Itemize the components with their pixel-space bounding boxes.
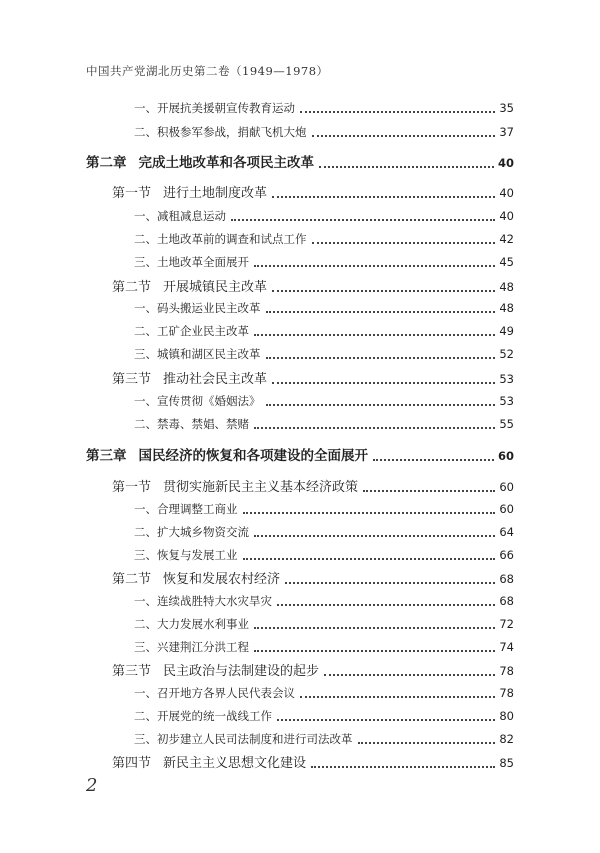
toc-entry-number: 第二节: [112, 280, 152, 295]
toc-item-row[interactable]: [134, 127, 514, 139]
dot-leader: [254, 264, 495, 267]
toc-entry-label: 三、初步建立人民司法制度和进行司法改革: [134, 732, 353, 746]
toc-entry-title: [134, 642, 249, 654]
toc-entry-label: 进行土地制度改革: [163, 186, 268, 201]
toc-item-row[interactable]: [134, 734, 514, 746]
dot-leader: [285, 581, 495, 584]
toc-entry-number: 第一节: [112, 480, 152, 495]
dot-leader: [243, 557, 496, 560]
toc-entry-title: [134, 326, 249, 338]
toc-item-row[interactable]: [134, 527, 514, 539]
toc-page-number: 78: [499, 664, 514, 678]
toc-entry-title: [134, 688, 295, 700]
toc-entry-label: 一、开展抗美援朝宣传教育运动: [134, 101, 295, 115]
toc-page-number: 45: [499, 255, 514, 269]
dot-leader: [254, 626, 495, 629]
toc-entry-label: 一、减租减息运动: [134, 209, 226, 223]
dot-leader: [373, 458, 494, 461]
toc-section-row[interactable]: [112, 573, 514, 586]
toc-entry-title: [112, 665, 319, 678]
toc-page-number: 64: [499, 525, 514, 539]
toc-page-number: 42: [499, 232, 514, 246]
toc-entry-title: [134, 234, 307, 246]
toc-entry-label: 恢复和发展农村经济: [163, 572, 281, 587]
toc-entry-label: 国民经济的恢复和各项建设的全面展开: [138, 448, 368, 464]
toc-item-row[interactable]: [134, 103, 514, 115]
toc-entry-title: [134, 211, 226, 223]
dot-leader: [300, 110, 495, 113]
toc-item-row[interactable]: [134, 257, 514, 269]
toc-entry-label: 贯彻实施新民主主义基本经济政策: [163, 480, 359, 495]
dot-leader: [231, 218, 495, 221]
toc-page-number: 85: [499, 756, 514, 770]
toc-section-row[interactable]: [112, 373, 514, 386]
dot-leader: [243, 511, 496, 514]
toc-page-number: 52: [499, 347, 514, 361]
toc-item-row[interactable]: [134, 711, 514, 723]
dot-leader: [266, 356, 496, 359]
toc-entry-label: 二、扩大城乡物资交流: [134, 525, 249, 539]
toc-chapter-row[interactable]: [86, 157, 514, 171]
toc-section-row[interactable]: [112, 665, 514, 678]
toc-entry-label: 推动社会民主改革: [163, 372, 268, 387]
toc-item-row[interactable]: [134, 396, 514, 408]
toc-page-number: 48: [499, 280, 514, 294]
toc-entry-title: [86, 450, 368, 464]
dot-leader: [312, 134, 496, 137]
toc-entry-label: 一、宣传贯彻《婚姻法》: [134, 394, 261, 408]
toc-page-number: 49: [499, 324, 514, 338]
toc-entry-label: 一、合理调整工商业: [134, 502, 238, 516]
toc-entry-number: 第三章: [86, 448, 127, 464]
toc-section-row[interactable]: [112, 481, 514, 494]
toc-entry-label: 一、连续战胜特大水灾旱灾: [134, 594, 272, 608]
toc-entry-title: [134, 419, 249, 431]
toc-entry-title: [134, 303, 261, 315]
toc-page-number: 68: [499, 572, 514, 586]
toc-item-row[interactable]: [134, 619, 514, 631]
toc-entry-title: [112, 481, 358, 494]
running-header: 中国共产党湖北历史第二卷（1949—1978）: [86, 64, 329, 78]
toc-page-number: 55: [499, 417, 514, 431]
toc-entry-label: 二、禁毒、禁娼、禁赌: [134, 417, 249, 431]
toc-entry-title: [134, 103, 295, 115]
dot-leader: [324, 673, 495, 676]
dot-leader: [266, 403, 496, 406]
toc-item-row[interactable]: [134, 550, 514, 562]
toc-entry-label: 三、恢复与发展工业: [134, 548, 238, 562]
toc-item-row[interactable]: [134, 349, 514, 361]
toc-entry-label: 二、大力发展水利事业: [134, 617, 249, 631]
dot-leader: [358, 741, 496, 744]
toc-entry-title: [112, 757, 306, 770]
toc-entry-title: [134, 349, 261, 361]
toc-item-row[interactable]: [134, 504, 514, 516]
toc-entry-label: 民主政治与法制建设的起步: [163, 664, 320, 679]
dot-leader: [272, 289, 495, 292]
toc-entry-title: [134, 396, 261, 408]
toc-page-number: 40: [499, 209, 514, 223]
toc-entry-number: 第四节: [112, 756, 152, 771]
toc-item-row[interactable]: [134, 419, 514, 431]
toc-item-row[interactable]: [134, 326, 514, 338]
toc-page-number: 68: [499, 594, 514, 608]
toc-chapter-row[interactable]: [86, 450, 514, 464]
dot-leader: [254, 649, 495, 652]
toc-page-number: 48: [499, 301, 514, 315]
dot-leader: [277, 718, 495, 721]
toc-entry-title: [134, 257, 249, 269]
dot-leader: [311, 765, 495, 768]
toc-page-number: 53: [499, 372, 514, 386]
toc-entry-title: [134, 596, 272, 608]
toc-entry-label: 新民主主义思想文化建设: [163, 756, 307, 771]
toc-page-number: 53: [499, 394, 514, 408]
dot-leader: [254, 333, 495, 336]
toc-item-row[interactable]: [134, 596, 514, 608]
toc-page-number: 60: [499, 502, 514, 516]
toc-entry-title: [112, 373, 267, 386]
toc-page-number: 72: [499, 617, 514, 631]
toc-page-number: 60: [497, 449, 514, 463]
toc-entry-title: [134, 734, 353, 746]
toc-entry-title: [134, 550, 238, 562]
toc-item-row[interactable]: [134, 642, 514, 654]
toc-entry-label: 一、码头搬运业民主改革: [134, 301, 261, 315]
toc-item-row[interactable]: [134, 234, 514, 246]
toc-page-number: 40: [497, 156, 514, 170]
toc-entry-title: [134, 527, 249, 539]
toc-entry-number: 第二节: [112, 572, 152, 587]
toc-entry-number: 第三节: [112, 372, 152, 387]
toc-entry-title: [134, 127, 307, 139]
dot-leader: [277, 603, 495, 606]
toc-entry-title: [134, 619, 249, 631]
dot-leader: [312, 241, 496, 244]
toc-entry-label: 三、土地改革全面展开: [134, 255, 249, 269]
toc-entry-title: [86, 157, 314, 171]
toc-entry-label: 完成土地改革和各项民主改革: [138, 155, 314, 171]
toc-section-row[interactable]: [112, 281, 514, 294]
toc-section-row[interactable]: [112, 187, 514, 200]
dot-leader: [300, 695, 495, 698]
toc-entry-label: 二、土地改革前的调查和试点工作: [134, 232, 307, 246]
toc-entry-label: 三、城镇和湖区民主改革: [134, 347, 261, 361]
toc-page-number: 82: [499, 732, 514, 746]
dot-leader: [266, 310, 496, 313]
toc-entry-title: [112, 281, 267, 294]
toc-entry-title: [134, 711, 272, 723]
toc-item-row[interactable]: [134, 211, 514, 223]
toc-page-number: 60: [499, 480, 514, 494]
toc-page-number: 40: [499, 186, 514, 200]
dot-leader: [254, 534, 495, 537]
dot-leader: [272, 195, 495, 198]
toc-entry-number: 第三节: [112, 664, 152, 679]
toc-entry-title: [112, 187, 267, 200]
toc-page-number: 37: [499, 125, 514, 139]
toc-item-row[interactable]: [134, 303, 514, 315]
toc-page-number: 74: [499, 640, 514, 654]
toc-entry-label: 二、工矿企业民主改革: [134, 324, 249, 338]
dot-leader: [319, 165, 494, 168]
toc-entry-label: 三、兴建荆江分洪工程: [134, 640, 249, 654]
page-number: 2: [86, 775, 98, 796]
toc-entry-title: [112, 573, 280, 586]
toc-page-number: 78: [499, 686, 514, 700]
dot-leader: [254, 426, 495, 429]
toc-page-number: 80: [499, 709, 514, 723]
toc-section-row[interactable]: [112, 757, 514, 770]
dot-leader: [272, 381, 495, 384]
toc-entry-number: 第二章: [86, 155, 127, 171]
toc-entry-label: 二、开展党的统一战线工作: [134, 709, 272, 723]
toc-entry-label: 一、召开地方各界人民代表会议: [134, 686, 295, 700]
toc-page-number: 66: [499, 548, 514, 562]
toc-entry-title: [134, 504, 238, 516]
toc-entry-label: 开展城镇民主改革: [163, 280, 268, 295]
dot-leader: [363, 489, 495, 492]
toc-item-row[interactable]: [134, 688, 514, 700]
toc-page-number: 35: [499, 101, 514, 115]
toc-entry-label: 二、积极参军参战，捐献飞机大炮: [134, 125, 307, 139]
toc-entry-number: 第一节: [112, 186, 152, 201]
